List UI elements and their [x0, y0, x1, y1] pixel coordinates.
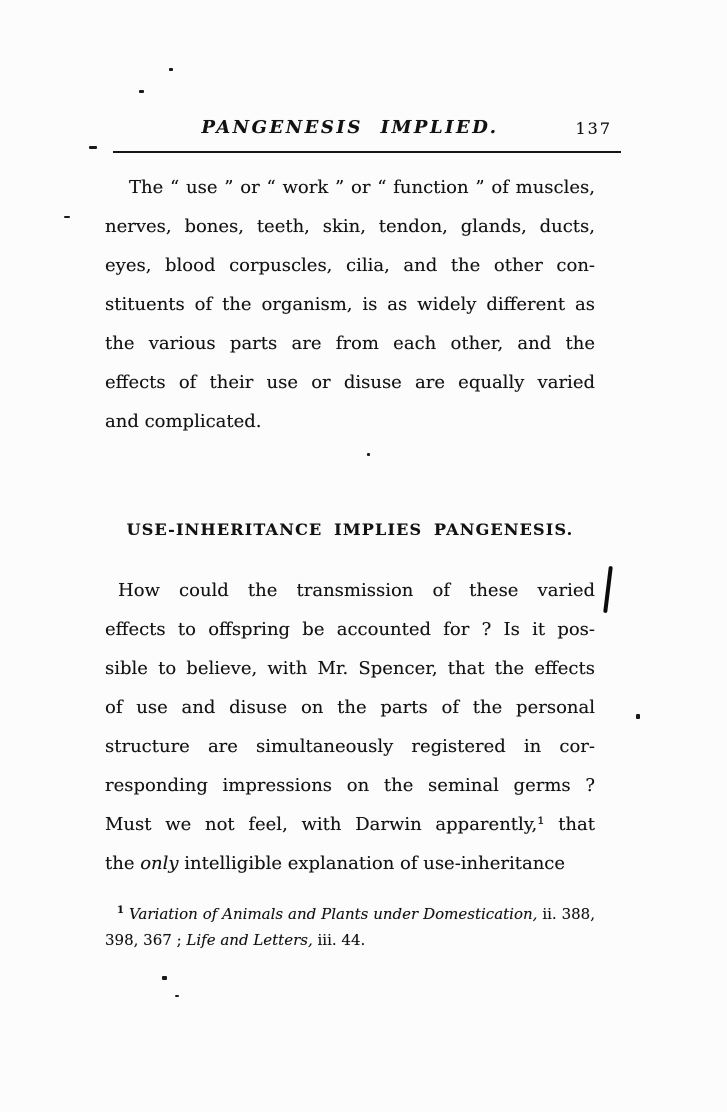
scan-speck [175, 995, 179, 997]
scan-speck [162, 976, 167, 980]
scan-speck [367, 453, 370, 456]
paragraph-1 [105, 168, 595, 441]
text-line: eyes, blood corpuscles, cilia, and the other con- [105, 255, 595, 276]
footnote-reference: ii. 388, [537, 905, 595, 923]
scan-speck [139, 90, 144, 93]
text-line: structure are simultaneously registered in cor- [105, 736, 595, 757]
footnote-line [105, 927, 595, 953]
text-line: nerves, bones, teeth, skin, tendon, glands, ducts, [105, 216, 595, 237]
page-number: 137 [575, 119, 612, 138]
running-header-title: PANGENESIS IMPLIED. [201, 117, 499, 138]
text-line: the various parts are from each other, and the [105, 333, 595, 354]
text-line: effects to offspring be accounted for ? Is it pos- [105, 619, 595, 640]
footnote [105, 898, 595, 953]
footnote-reference: 398, 367 ; [105, 931, 187, 949]
text-line: How could the transmission of these varied [118, 580, 595, 601]
footnote-marker: 1 [117, 905, 124, 916]
italic-word: only [140, 853, 179, 874]
margin-pen-mark [603, 566, 613, 613]
text-segment: the [105, 853, 141, 874]
section-heading: USE-INHERITANCE IMPLIES PANGENESIS. [126, 520, 574, 539]
text-line: responding impressions on the seminal germs ? [105, 775, 595, 796]
text-line: stituents of the organism, is as widely different as [105, 294, 595, 315]
scan-speck [64, 216, 70, 218]
paragraph-2 [105, 571, 595, 883]
text-line: sible to believe, with Mr. Spencer, that the effects [105, 658, 595, 679]
text-line: The “ use ” or “ work ” or “ function ” of muscles, [129, 177, 595, 198]
footnote-reference: iii. 44. [312, 931, 366, 949]
header-rule [113, 151, 621, 153]
scan-speck [169, 68, 173, 71]
footnote-title: Variation of Animals and Plants under Domestication, [128, 905, 538, 923]
scan-speck [89, 146, 97, 149]
scan-speck [636, 714, 640, 719]
text-line: of use and disuse on the parts of the personal [105, 697, 595, 718]
text-line: and complicated. [105, 411, 262, 432]
text-line: effects of their use or disuse are equally varied [105, 372, 595, 393]
text-segment: intelligible explanation of use-inheritance [178, 853, 566, 874]
footnote-title: Life and Letters, [186, 931, 313, 949]
running-header [105, 117, 612, 138]
text-line [105, 844, 595, 883]
text-line: Must we not feel, with Darwin apparently,¹ that [105, 814, 595, 835]
footnote-line [105, 898, 595, 927]
